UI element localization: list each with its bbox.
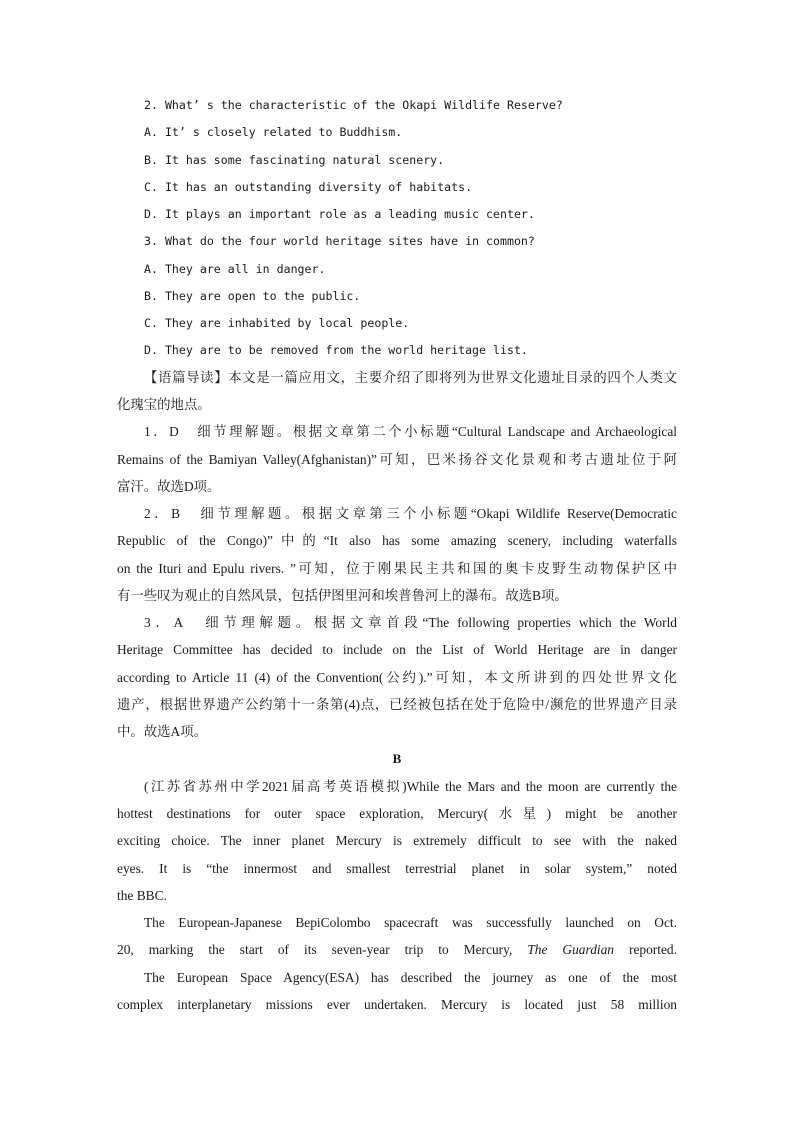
answer-line: on the Ituri and Epulu rivers. ”可知，位于刚果民主共和国的奥卡皮野生动物保护区中 [117, 561, 677, 576]
answer-line: Remains of the Bamiyan Valley(Afghanistan)”可知，巴米扬谷文化景观和考古遗址位于阿 [117, 452, 677, 467]
answer-line: Republic of the Congo)”中的“It also has some amazing scenery, including waterfalls [117, 533, 677, 548]
answer-line: 中。故选A项。 [117, 724, 208, 739]
passage-line: (江苏省苏州中学2021届高考英语模拟)While the Mars and the moon are currently the [144, 779, 677, 794]
option: C. They are inhabited by local people. [144, 316, 410, 330]
answer-line: 遗产，根据世界遗产公约第十一条第(4)点，已经被包括在处于危险中/濒危的世界遗产目录 [117, 697, 677, 712]
question-stem: 2. What’ s the characteristic of the Okapi Wildlife Reserve? [144, 98, 563, 112]
answer-line: 2．B 细节理解题。根据文章第三个小标题“Okapi Wildlife Reserve(Democratic [144, 506, 677, 521]
option: A. They are all in danger. [144, 262, 326, 276]
passage-line [0, 941, 794, 959]
option: B. They are open to the public. [144, 289, 361, 303]
passage-line: The European-Japanese BepiColombo spacecraft was successfully launched on Oct. [144, 915, 677, 930]
answer-line: according to Article 11 (4) of the Convention(公约).”可知，本文所讲到的四处世界文化 [117, 670, 677, 685]
answer-line: 有一些叹为观止的自然风景，包括伊图里河和埃普鲁河上的瀑布。故选B项。 [117, 588, 568, 603]
guide-line: 化瑰宝的地点。 [117, 397, 211, 412]
question-stem: 3. What do the four world heritage sites have in common? [144, 234, 535, 248]
option: A. It’ s closely related to Buddhism. [144, 125, 403, 139]
answer-line: Heritage Committee has decided to include on the List of World Heritage are in danger [117, 642, 677, 657]
option: C. It has an outstanding diversity of habitats. [144, 180, 473, 194]
answer-line: 3．A 细节理解题。根据文章首段“The following properties which the World [144, 615, 677, 630]
option: D. It plays an important role as a leading music center. [144, 207, 535, 221]
option: B. It has some fascinating natural scenery. [144, 153, 445, 167]
passage-line: the BBC. [117, 888, 167, 903]
answer-line: 富汗。故选D项。 [117, 479, 221, 494]
passage-line: complex interplanetary missions ever undertaken. Mercury is located just 58 million [117, 997, 677, 1012]
section-label: B [392, 751, 402, 766]
passage-line: eyes. It is “the innermost and smallest terrestrial planet in solar system,” noted [117, 861, 677, 876]
passage-text: 20, marking the start of its seven-year trip to Mercury, [117, 942, 513, 957]
passage-line: The European Space Agency(ESA) has described the journey as one of the most [144, 970, 677, 985]
passage-line: hottest destinations for outer space exploration, Mercury(水星) might be another [117, 806, 677, 821]
publication-name: The Guardian [527, 942, 614, 957]
passage-line: exciting choice. The inner planet Mercury is extremely difficult to see with the naked [117, 833, 677, 848]
passage-text: reported. [629, 942, 677, 957]
guide-line: 【语篇导读】本文是一篇应用文，主要介绍了即将列为世界文化遗址目录的四个人类文 [144, 370, 677, 385]
answer-line: 1．D 细节理解题。根据文章第二个小标题“Cultural Landscape and Archaeological [144, 424, 677, 439]
option: D. They are to be removed from the world heritage list. [144, 343, 528, 357]
